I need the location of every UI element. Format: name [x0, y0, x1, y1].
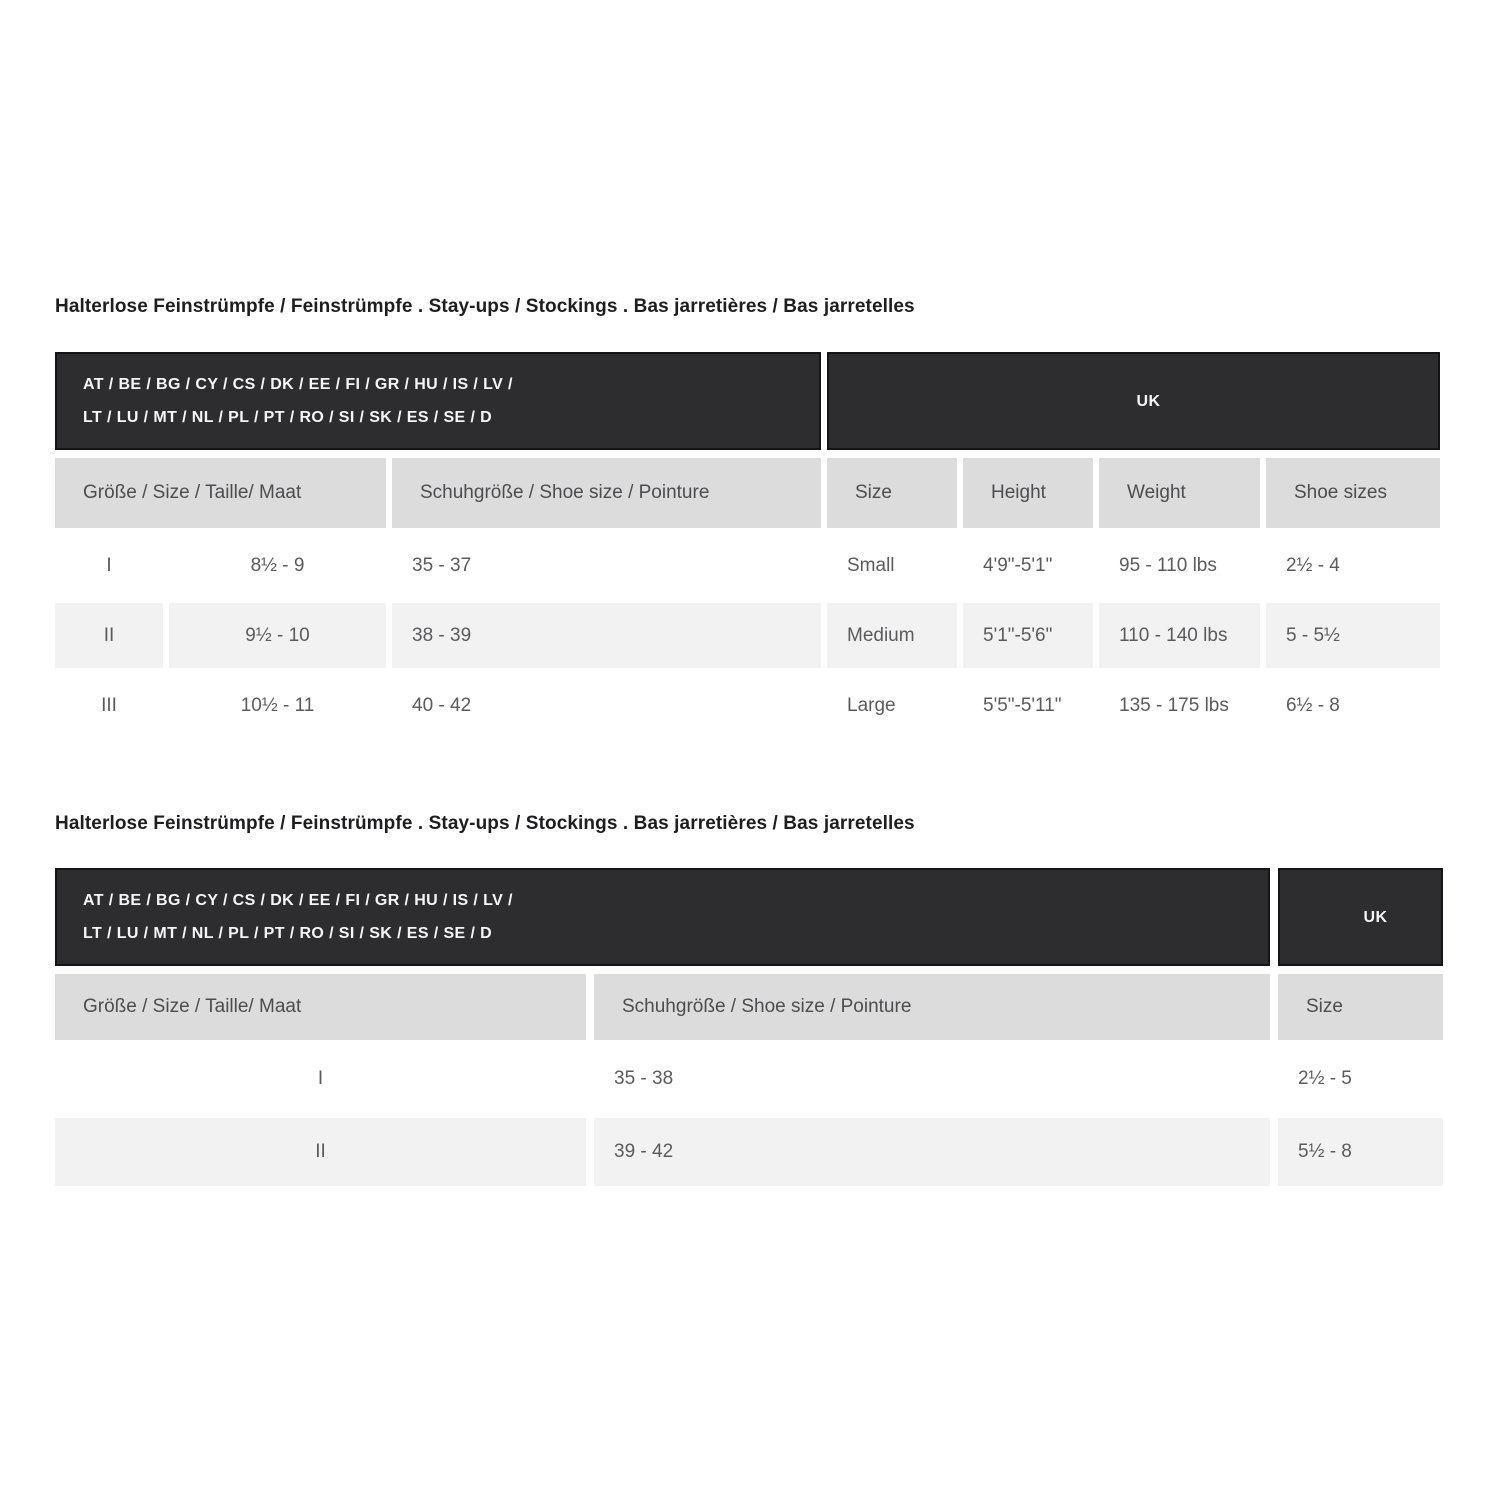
region-header-row — [55, 868, 1443, 966]
table-row — [55, 603, 1443, 668]
cell-roman-size: I — [317, 1068, 324, 1089]
uk-label: UK — [1363, 908, 1388, 926]
table-row — [55, 533, 1443, 598]
column-header-row — [55, 974, 1443, 1040]
cell-groesse: 9½ - 10 — [169, 603, 386, 668]
cell-weight: 110 - 140 lbs — [1099, 603, 1260, 668]
cell-schuhgroesse: 39 - 42 — [594, 1118, 1270, 1186]
size-chart-section-2 — [55, 812, 1443, 1191]
table-row — [55, 673, 1443, 738]
header-schuhgroesse: Schuhgröße / Shoe size / Pointure — [594, 974, 1270, 1040]
region-header-row — [55, 352, 1443, 450]
table-row — [55, 1045, 1443, 1113]
cell-uk-size: 5½ - 8 — [1278, 1118, 1443, 1186]
cell-weight: 135 - 175 lbs — [1119, 694, 1229, 716]
cell-roman-size: II — [55, 1118, 586, 1186]
cell-uk-size: 2½ - 5 — [1298, 1068, 1352, 1089]
header-shoe-sizes: Shoe sizes — [1266, 458, 1440, 528]
uk-cell — [827, 352, 1440, 450]
header-size: Size — [827, 458, 957, 528]
cell-roman-size: III — [101, 694, 117, 716]
section-title: Halterlose Feinstrümpfe / Feinstrümpfe . Stay-ups / Stockings . Bas jarretières / Bas jarretelles — [55, 296, 915, 317]
cell-weight: 95 - 110 lbs — [1119, 554, 1217, 576]
size-chart-section-1 — [55, 295, 1443, 743]
cell-shoe-sizes: 2½ - 4 — [1286, 554, 1340, 576]
section-title: Halterlose Feinstrümpfe / Feinstrümpfe . Stay-ups / Stockings . Bas jarretières / Bas jarretelles — [55, 813, 915, 834]
eu-countries-line-1: AT / BE / BG / CY / CS / DK / EE / FI / GR / HU / IS / LV / — [83, 376, 513, 393]
cell-height: 4'9"-5'1" — [983, 554, 1053, 576]
cell-schuhgroesse: 35 - 37 — [412, 554, 472, 576]
cell-shoe-sizes: 6½ - 8 — [1286, 694, 1340, 716]
eu-countries-line-1: AT / BE / BG / CY / CS / DK / EE / FI / GR / HU / IS / LV / — [83, 892, 513, 909]
table-row — [55, 1118, 1443, 1186]
cell-size: Small — [847, 554, 895, 576]
eu-countries-line-2: LT / LU / MT / NL / PL / PT / RO / SI / SK / ES / SE / D — [83, 925, 493, 942]
cell-schuhgroesse: 40 - 42 — [412, 694, 472, 716]
cell-groesse: 10½ - 11 — [240, 694, 315, 716]
cell-size: Large — [847, 694, 896, 716]
eu-countries-cell — [55, 868, 1270, 966]
header-size: Size — [1278, 974, 1443, 1040]
cell-roman-size: I — [106, 554, 112, 576]
cell-schuhgroesse: 38 - 39 — [392, 603, 821, 668]
header-height: Height — [963, 458, 1093, 528]
cell-schuhgroesse: 35 - 38 — [614, 1068, 674, 1089]
cell-roman-size: II — [55, 603, 163, 668]
uk-label: UK — [1136, 392, 1161, 410]
header-weight: Weight — [1099, 458, 1260, 528]
uk-cell — [1278, 868, 1443, 966]
cell-height: 5'1"-5'6" — [963, 603, 1093, 668]
header-groesse: Größe / Size / Taille/ Maat — [55, 974, 586, 1040]
header-schuhgroesse: Schuhgröße / Shoe size / Pointure — [392, 458, 821, 528]
eu-countries-cell — [55, 352, 821, 450]
cell-size: Medium — [827, 603, 957, 668]
column-header-row — [55, 458, 1443, 528]
cell-shoe-sizes: 5 - 5½ — [1266, 603, 1440, 668]
eu-countries-line-2: LT / LU / MT / NL / PL / PT / RO / SI / SK / ES / SE / D — [83, 409, 493, 426]
header-groesse: Größe / Size / Taille/ Maat — [55, 458, 386, 528]
cell-height: 5'5"-5'11" — [983, 694, 1062, 716]
cell-groesse: 8½ - 9 — [250, 554, 305, 576]
